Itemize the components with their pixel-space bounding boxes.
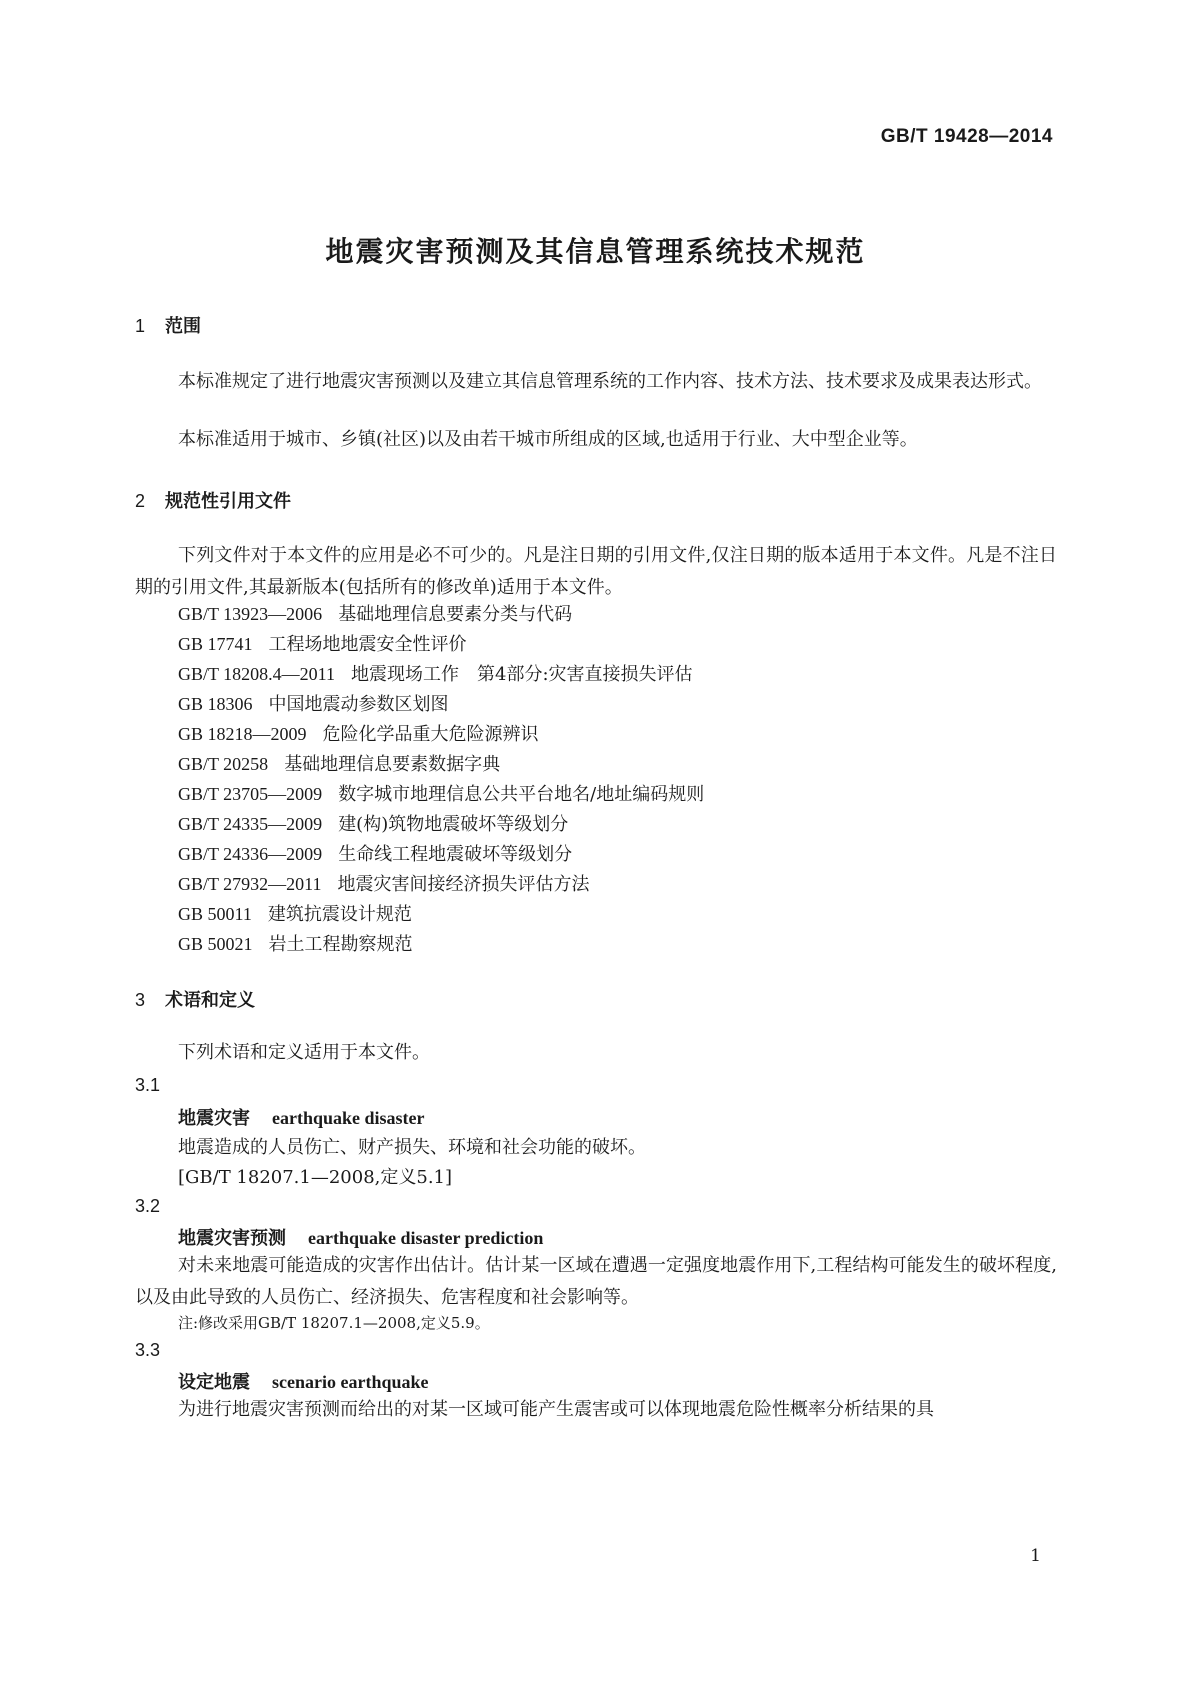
reference-title: 中国地震动参数区划图: [268, 694, 449, 715]
reference-title: 地震现场工作 第4部分:灾害直接损失评估: [351, 664, 693, 685]
reference-code: GB 18218—2009: [178, 724, 307, 744]
term-number: 3.2: [135, 1196, 161, 1216]
reference-title: 地震灾害间接经济损失评估方法: [337, 874, 590, 895]
reference-title: 岩土工程勘察规范: [268, 934, 413, 955]
term-heading: [178, 1224, 543, 1250]
reference-item: [178, 598, 572, 631]
reference-code: GB 50021: [178, 934, 253, 954]
term-zh: 地震灾害: [178, 1108, 250, 1129]
term-en: earthquake disaster prediction: [308, 1228, 544, 1248]
section-heading-normative-references: [135, 487, 291, 513]
reference-item: [178, 688, 449, 721]
term-number: 3.3: [135, 1340, 161, 1360]
reference-item: [178, 748, 500, 781]
reference-item: [178, 838, 572, 871]
scope-paragraph-1: 本标准规定了进行地震灾害预测以及建立其信息管理系统的工作内容、技术方法、技术要求及成果表达形式。: [178, 371, 1042, 392]
standard-code: GB/T 19428—2014: [880, 126, 1053, 147]
term-definition: 地震造成的人员伤亡、财产损失、环境和社会功能的破坏。: [178, 1137, 646, 1158]
reference-title: 危险化学品重大危险源辨识: [322, 724, 539, 745]
reference-code: GB/T 18208.4—2011: [178, 664, 336, 684]
reference-item: [178, 868, 590, 901]
reference-title: 基础地理信息要素分类与代码: [338, 604, 573, 625]
reference-title: 工程场地地震安全性评价: [268, 634, 467, 655]
term-number: 3.1: [135, 1075, 161, 1095]
document-title: 地震灾害预测及其信息管理系统技术规范: [325, 235, 866, 268]
reference-title: 数字城市地理信息公共平台地名/地址编码规则: [338, 784, 705, 805]
term-en: earthquake disaster: [272, 1108, 425, 1128]
term-definition: 为进行地震灾害预测而给出的对某一区域可能产生震害或可以体现地震危险性概率分析结果的具: [178, 1399, 934, 1420]
reference-code: GB/T 13923—2006: [178, 604, 323, 624]
section-number: 3: [135, 990, 146, 1010]
term-note: 注:修改采用GB/T 18207.1—2008,定义5.9。: [178, 1314, 490, 1332]
reference-title: 生命线工程地震破坏等级划分: [338, 844, 573, 865]
reference-item: [178, 628, 467, 661]
reference-code: GB 17741: [178, 634, 253, 654]
section-title: 规范性引用文件: [165, 491, 291, 512]
normative-references-intro: 下列文件对于本文件的应用是必不可少的。凡是注日期的引用文件,仅注日期的版本适用于本文件。凡是不注日期的引用文件,其最新版本(包括所有的修改单)适用于本文件。: [135, 545, 1057, 598]
reference-item: [178, 808, 568, 841]
reference-item: [178, 898, 412, 931]
section-heading-scope: [135, 312, 201, 338]
reference-item: [178, 928, 413, 961]
reference-title: 建(构)筑物地震破坏等级划分: [338, 814, 569, 835]
reference-code: GB 50011: [178, 904, 252, 924]
term-en: scenario earthquake: [272, 1372, 429, 1392]
term-heading: [178, 1104, 425, 1130]
reference-item: [178, 658, 693, 691]
reference-code: GB 18306: [178, 694, 253, 714]
term-zh: 设定地震: [178, 1372, 250, 1393]
page-number: 1: [1030, 1546, 1041, 1566]
reference-code: GB/T 23705—2009: [178, 784, 323, 804]
reference-title: 基础地理信息要素数据字典: [284, 754, 501, 775]
term-definition: 对未来地震可能造成的灾害作出估计。估计某一区域在遭遇一定强度地震作用下,工程结构可能发生的破坏程度,以及由此导致的人员伤亡、经济损失、危害程度和社会影响等。: [135, 1255, 1057, 1308]
section-number: 1: [135, 316, 146, 336]
reference-code: GB/T 24336—2009: [178, 844, 323, 864]
scope-paragraph-2: 本标准适用于城市、乡镇(社区)以及由若干城市所组成的区域,也适用于行业、大中型企业等。: [178, 429, 918, 450]
term-source: [GB/T 18207.1—2008,定义5.1]: [178, 1167, 453, 1188]
reference-item: [178, 778, 704, 811]
reference-code: GB/T 20258: [178, 754, 269, 774]
reference-title: 建筑抗震设计规范: [267, 904, 412, 925]
reference-code: GB/T 24335—2009: [178, 814, 323, 834]
section-heading-terms: [135, 986, 255, 1012]
reference-code: GB/T 27932—2011: [178, 874, 322, 894]
terms-intro: 下列术语和定义适用于本文件。: [178, 1042, 430, 1063]
section-number: 2: [135, 491, 146, 511]
reference-item: [178, 718, 539, 751]
term-zh: 地震灾害预测: [178, 1228, 286, 1249]
term-heading: [178, 1368, 429, 1394]
section-title: 范围: [165, 316, 201, 337]
section-title: 术语和定义: [165, 990, 255, 1011]
